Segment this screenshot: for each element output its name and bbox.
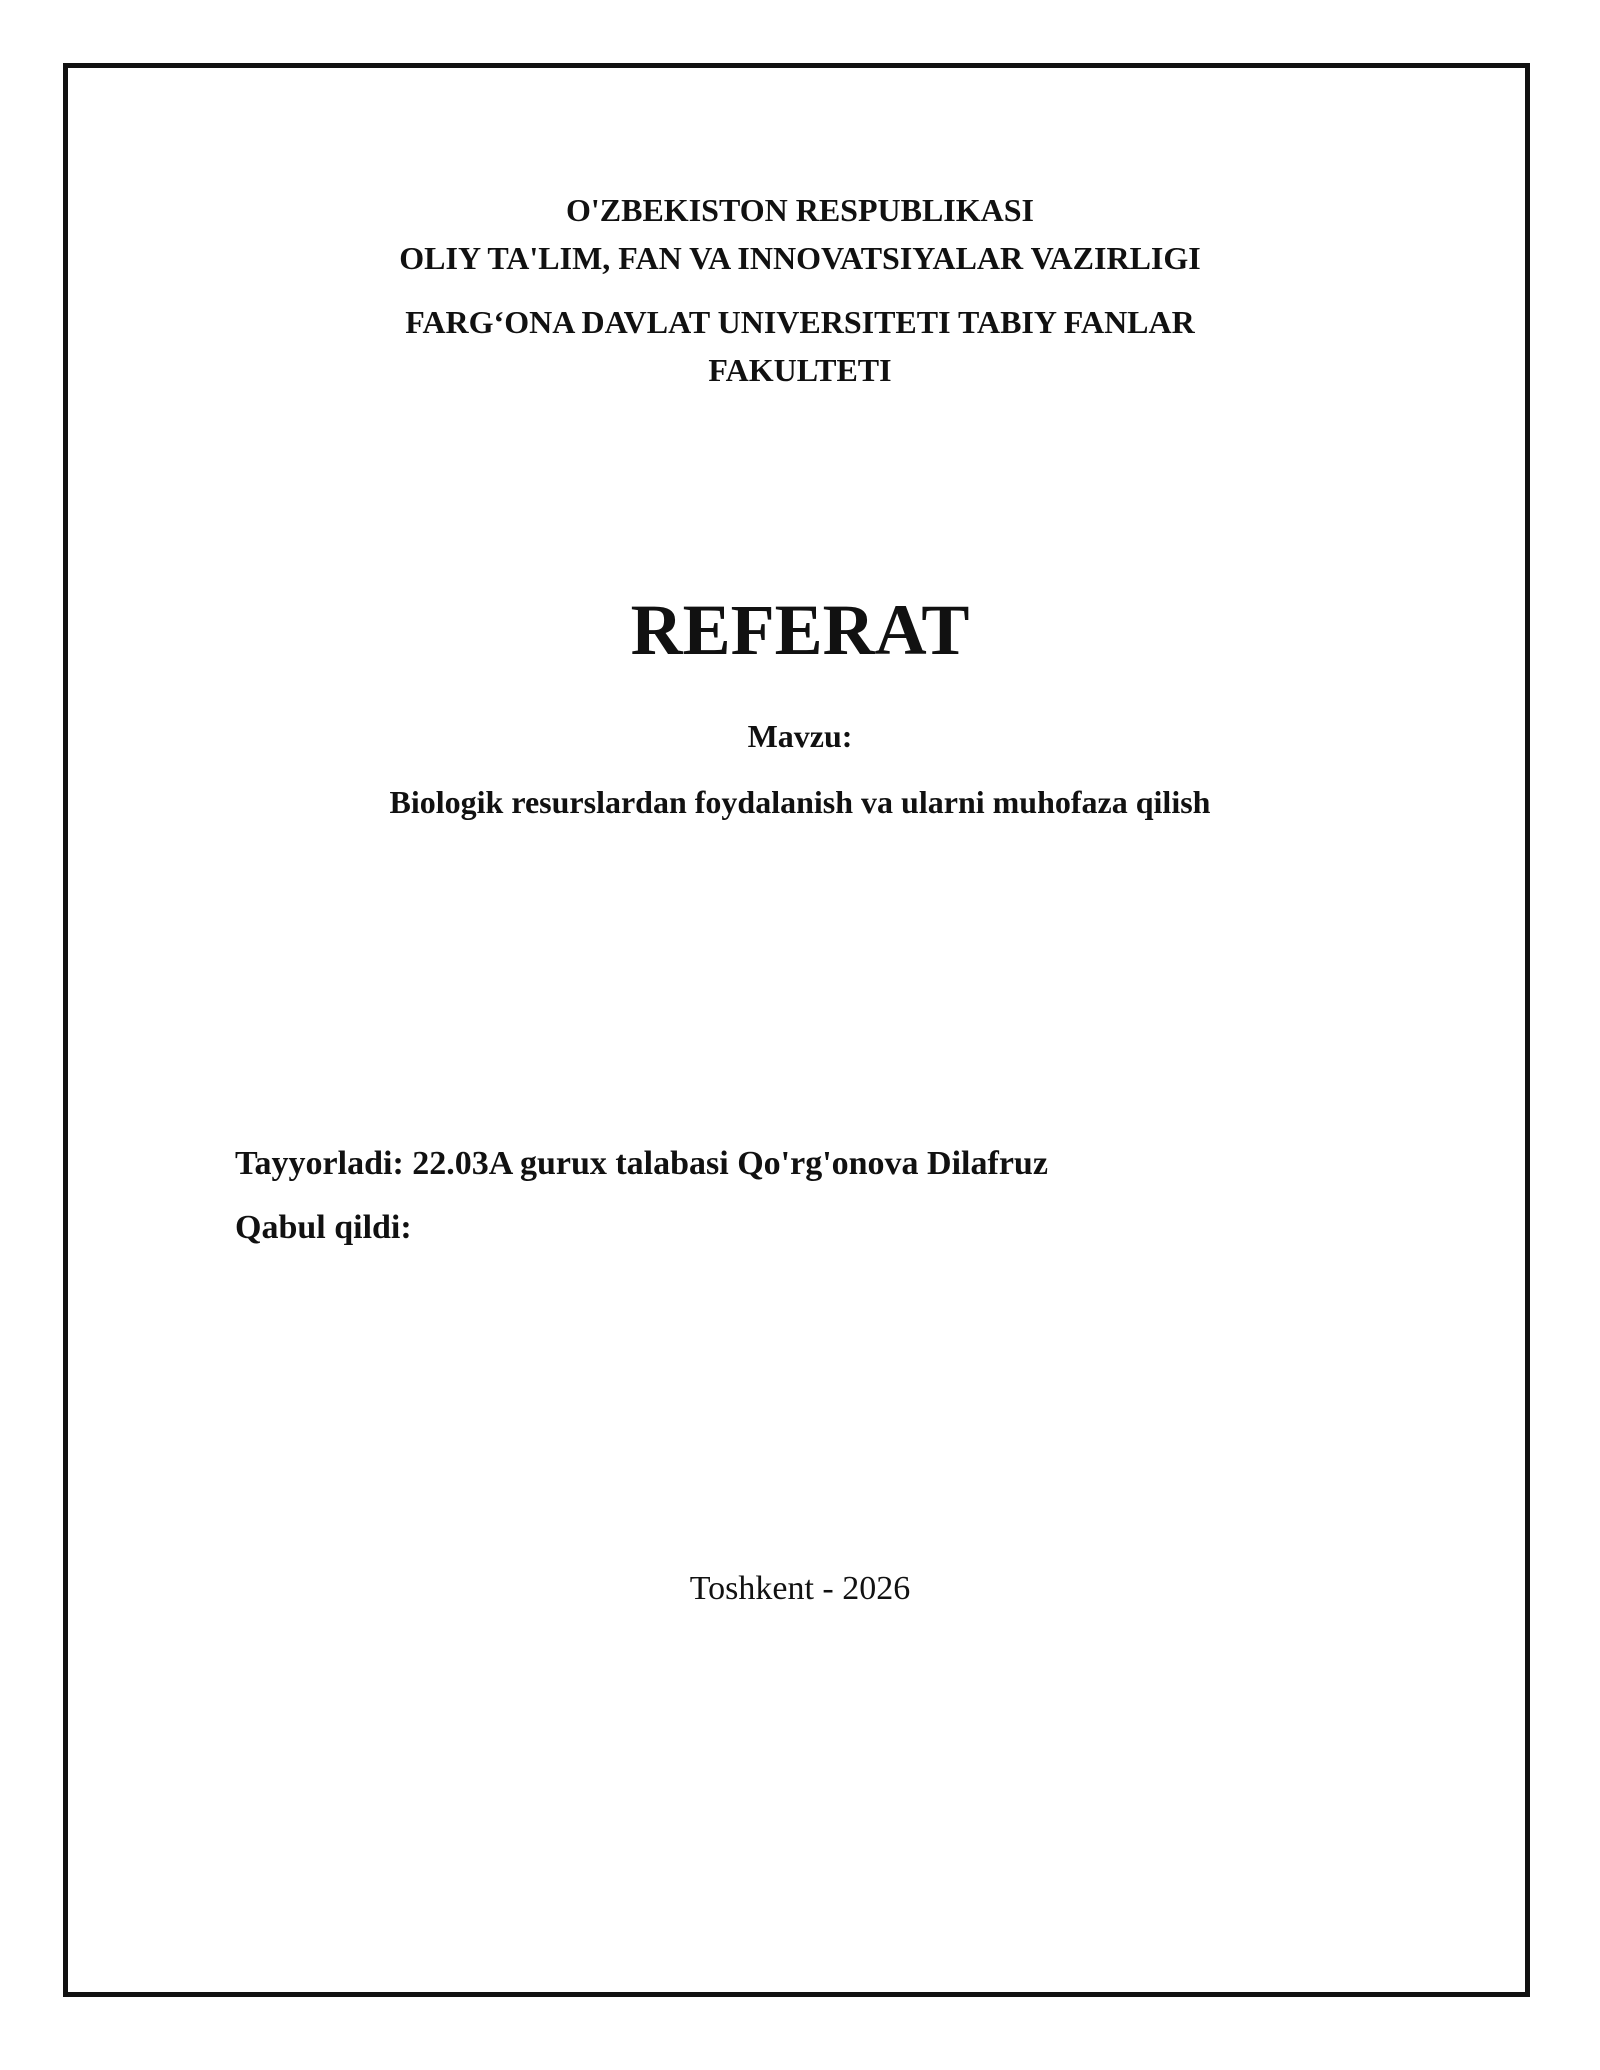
topic-text: Biologik resurslardan foydalanish va ularni muhofaza qilish (389, 784, 1211, 820)
place-and-year: Toshkent - 2026 (689, 1570, 911, 1607)
topic-label: Mavzu: (747, 718, 853, 754)
document-title: REFERAT (630, 590, 970, 670)
university-heading-line-1: FARG‘ONA DAVLAT UNIVERSITETI TABIY FANLAR (405, 304, 1195, 340)
university-heading-line-2: FAKULTETI (708, 352, 892, 388)
ministry-heading: OLIY TA'LIM, FAN VA INNOVATSIYALAR VAZIRLIGI (399, 240, 1201, 276)
country-heading: O'ZBEKISTON RESPUBLIKASI (565, 192, 1034, 228)
accepted-by-line: Qabul qildi: (235, 1209, 412, 1246)
prepared-by-line: Tayyorladi: 22.03A gurux talabasi Qo'rg'onova Dilafruz (235, 1145, 1048, 1182)
